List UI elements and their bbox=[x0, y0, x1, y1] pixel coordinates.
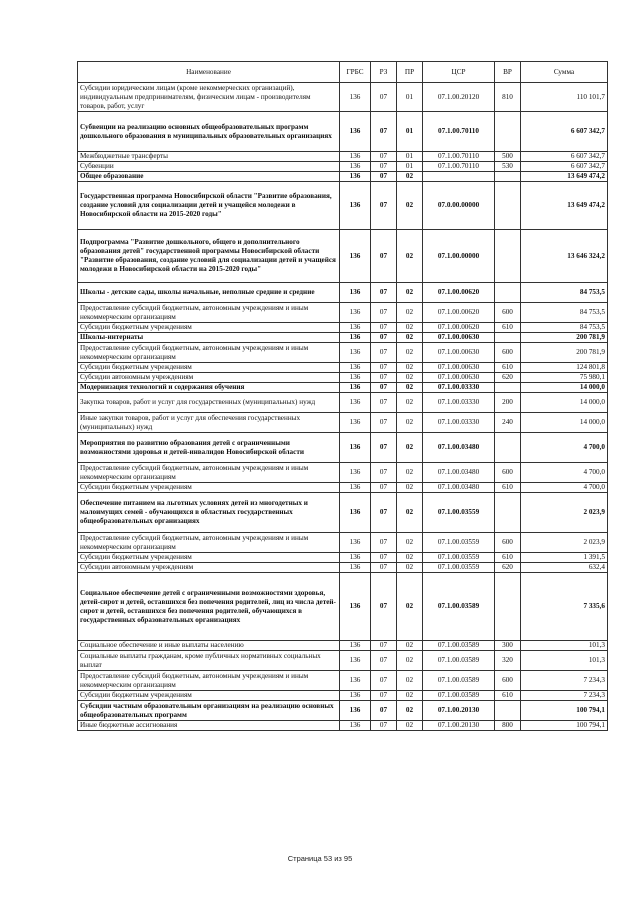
cell-sum: 124 801,8 bbox=[521, 363, 608, 373]
cell-rz: 07 bbox=[371, 493, 397, 533]
budget-table bbox=[77, 61, 608, 731]
cell-csr: 07.0.00.00000 bbox=[423, 182, 495, 230]
table-body bbox=[78, 83, 608, 731]
cell-pr: 01 bbox=[397, 112, 423, 152]
cell-grbs: 136 bbox=[340, 651, 371, 671]
cell-name: Социальные выплаты гражданам, кроме публичных нормативных социальных выплат bbox=[78, 651, 340, 671]
table-row bbox=[78, 303, 608, 323]
cell-grbs: 136 bbox=[340, 323, 371, 333]
cell-csr: 07.1.00.00630 bbox=[423, 333, 495, 343]
cell-csr: 07.1.00.00620 bbox=[423, 323, 495, 333]
cell-pr: 02 bbox=[397, 182, 423, 230]
table-row bbox=[78, 83, 608, 112]
header-rz: РЗ bbox=[371, 62, 397, 83]
cell-name: Субвенции на реализацию основных общеобразовательных программ дошкольного образования в муниципальных образовательных организациях bbox=[78, 112, 340, 152]
cell-csr: 07.1.00.03480 bbox=[423, 463, 495, 483]
cell-grbs: 136 bbox=[340, 641, 371, 651]
cell-rz: 07 bbox=[371, 563, 397, 573]
cell-grbs: 136 bbox=[340, 363, 371, 373]
cell-grbs: 136 bbox=[340, 671, 371, 691]
cell-sum: 110 101,7 bbox=[521, 83, 608, 112]
cell-rz: 07 bbox=[371, 373, 397, 383]
cell-pr: 02 bbox=[397, 230, 423, 283]
cell-name: Обеспечение питанием на льготных условиях детей из многодетных и малоимущих семей - обучающихся в областных государственных общеобразовательных организациях bbox=[78, 493, 340, 533]
cell-grbs: 136 bbox=[340, 182, 371, 230]
cell-name: Субвенции bbox=[78, 162, 340, 172]
cell-sum: 13 649 474,2 bbox=[521, 182, 608, 230]
cell-vr: 610 bbox=[495, 483, 521, 493]
cell-csr: 07.1.00.03589 bbox=[423, 671, 495, 691]
table-row bbox=[78, 533, 608, 553]
table-row bbox=[78, 283, 608, 303]
cell-grbs: 136 bbox=[340, 303, 371, 323]
cell-csr: 07.1.00.03589 bbox=[423, 651, 495, 671]
cell-pr: 02 bbox=[397, 172, 423, 182]
table-row bbox=[78, 373, 608, 383]
cell-grbs: 136 bbox=[340, 230, 371, 283]
cell-pr: 02 bbox=[397, 641, 423, 651]
cell-pr: 02 bbox=[397, 363, 423, 373]
cell-name: Субсидии частным образовательным организациям на реализацию основных общеобразовательных программ bbox=[78, 701, 340, 721]
cell-vr: 800 bbox=[495, 721, 521, 731]
cell-sum: 6 607 342,7 bbox=[521, 112, 608, 152]
cell-csr: 07.1.00.03559 bbox=[423, 563, 495, 573]
cell-csr: 07.1.00.70110 bbox=[423, 152, 495, 162]
cell-csr: 07.1.00.03559 bbox=[423, 553, 495, 563]
cell-name: Субсидии бюджетным учреждениям bbox=[78, 323, 340, 333]
cell-rz: 07 bbox=[371, 303, 397, 323]
cell-name: Субсидии бюджетным учреждениям bbox=[78, 363, 340, 373]
cell-vr bbox=[495, 433, 521, 463]
table-row bbox=[78, 691, 608, 701]
cell-csr: 07.1.00.70110 bbox=[423, 162, 495, 172]
cell-pr: 02 bbox=[397, 671, 423, 691]
cell-vr: 610 bbox=[495, 553, 521, 563]
table-row bbox=[78, 162, 608, 172]
cell-sum: 100 794,1 bbox=[521, 721, 608, 731]
table-row bbox=[78, 393, 608, 413]
header-pr: ПР bbox=[397, 62, 423, 83]
cell-pr: 02 bbox=[397, 721, 423, 731]
table-row bbox=[78, 483, 608, 493]
table-row bbox=[78, 152, 608, 162]
cell-name: Государственная программа Новосибирской области "Развитие образования, создание условий для социализации детей и учащейся молодежи в Новосибирской области на 2015-2020 годы" bbox=[78, 182, 340, 230]
cell-grbs: 136 bbox=[340, 463, 371, 483]
cell-grbs: 136 bbox=[340, 83, 371, 112]
cell-sum: 2 023,9 bbox=[521, 493, 608, 533]
cell-name: Подпрограмма "Развитие дошкольного, общего и дополнительного образования детей" государственной программы Новосибирской области "Развитие образования, создание условий для социализации детей и учащейся молодежи в Новосибирской области на 2015-2020 годы" bbox=[78, 230, 340, 283]
cell-csr: 07.1.00.03330 bbox=[423, 393, 495, 413]
cell-grbs: 136 bbox=[340, 152, 371, 162]
cell-grbs: 136 bbox=[340, 553, 371, 563]
cell-csr: 07.1.00.03330 bbox=[423, 413, 495, 433]
table-row bbox=[78, 641, 608, 651]
cell-csr: 07.1.00.03480 bbox=[423, 483, 495, 493]
cell-sum: 84 753,5 bbox=[521, 323, 608, 333]
table-row bbox=[78, 333, 608, 343]
cell-vr: 200 bbox=[495, 393, 521, 413]
cell-vr: 500 bbox=[495, 152, 521, 162]
cell-grbs: 136 bbox=[340, 691, 371, 701]
cell-grbs: 136 bbox=[340, 573, 371, 641]
cell-rz: 07 bbox=[371, 182, 397, 230]
cell-pr: 02 bbox=[397, 283, 423, 303]
cell-pr: 02 bbox=[397, 553, 423, 563]
cell-pr: 02 bbox=[397, 483, 423, 493]
cell-vr: 240 bbox=[495, 413, 521, 433]
cell-pr: 02 bbox=[397, 373, 423, 383]
cell-rz: 07 bbox=[371, 483, 397, 493]
cell-sum: 14 000,0 bbox=[521, 383, 608, 393]
cell-vr: 600 bbox=[495, 343, 521, 363]
cell-name: Предоставление субсидий бюджетным, автономным учреждениям и иным некоммерческим организациям bbox=[78, 533, 340, 553]
table-row bbox=[78, 112, 608, 152]
cell-name: Общее образование bbox=[78, 172, 340, 182]
cell-vr bbox=[495, 230, 521, 283]
cell-vr bbox=[495, 573, 521, 641]
cell-pr: 01 bbox=[397, 83, 423, 112]
cell-rz: 07 bbox=[371, 701, 397, 721]
page-number: Страница 53 из 95 bbox=[287, 854, 353, 863]
cell-csr: 07.1.00.20120 bbox=[423, 83, 495, 112]
cell-sum: 2 023,9 bbox=[521, 533, 608, 553]
table-row bbox=[78, 230, 608, 283]
cell-rz: 07 bbox=[371, 323, 397, 333]
cell-sum: 13 646 324,2 bbox=[521, 230, 608, 283]
cell-sum: 7 335,6 bbox=[521, 573, 608, 641]
cell-vr bbox=[495, 283, 521, 303]
cell-pr: 02 bbox=[397, 413, 423, 433]
table-row bbox=[78, 553, 608, 563]
cell-grbs: 136 bbox=[340, 433, 371, 463]
cell-vr: 810 bbox=[495, 83, 521, 112]
table-row bbox=[78, 651, 608, 671]
cell-csr: 07.1.00.70110 bbox=[423, 112, 495, 152]
cell-name: Субсидии автономным учреждениям bbox=[78, 563, 340, 573]
cell-rz: 07 bbox=[371, 333, 397, 343]
cell-name: Межбюджетные трансферты bbox=[78, 152, 340, 162]
cell-pr: 02 bbox=[397, 433, 423, 463]
table-row bbox=[78, 563, 608, 573]
cell-name: Закупка товаров, работ и услуг для государственных (муниципальных) нужд bbox=[78, 393, 340, 413]
cell-rz: 07 bbox=[371, 152, 397, 162]
cell-grbs: 136 bbox=[340, 721, 371, 731]
cell-vr: 610 bbox=[495, 363, 521, 373]
cell-grbs: 136 bbox=[340, 383, 371, 393]
cell-grbs: 136 bbox=[340, 333, 371, 343]
cell-sum: 4 700,0 bbox=[521, 433, 608, 463]
cell-name: Иные закупки товаров, работ и услуг для обеспечения государственных (муниципальных) нужд bbox=[78, 413, 340, 433]
cell-pr: 02 bbox=[397, 343, 423, 363]
cell-grbs: 136 bbox=[340, 343, 371, 363]
cell-rz: 07 bbox=[371, 533, 397, 553]
cell-grbs: 136 bbox=[340, 373, 371, 383]
cell-grbs: 136 bbox=[340, 112, 371, 152]
cell-pr: 02 bbox=[397, 493, 423, 533]
cell-name: Субсидии юридическим лицам (кроме некоммерческих организаций), индивидуальным предпринимателям, физическим лицам - производителям товаров, работ, услуг bbox=[78, 83, 340, 112]
cell-rz: 07 bbox=[371, 573, 397, 641]
cell-csr: 07.1.00.00630 bbox=[423, 363, 495, 373]
table-row bbox=[78, 172, 608, 182]
cell-name: Субсидии бюджетным учреждениям bbox=[78, 483, 340, 493]
cell-rz: 07 bbox=[371, 343, 397, 363]
cell-vr bbox=[495, 182, 521, 230]
header-name: Наименование bbox=[78, 62, 340, 83]
table-row bbox=[78, 573, 608, 641]
cell-sum: 100 794,1 bbox=[521, 701, 608, 721]
cell-name: Социальное обеспечение и иные выплаты населению bbox=[78, 641, 340, 651]
header-csr: ЦСР bbox=[423, 62, 495, 83]
cell-csr: 07.1.00.03559 bbox=[423, 533, 495, 553]
cell-csr: 07.1.00.20130 bbox=[423, 701, 495, 721]
cell-name: Модернизация технологий и содержания обучения bbox=[78, 383, 340, 393]
cell-pr: 01 bbox=[397, 162, 423, 172]
cell-pr: 02 bbox=[397, 463, 423, 483]
table-row bbox=[78, 323, 608, 333]
cell-csr: 07.1.00.03589 bbox=[423, 691, 495, 701]
cell-vr: 620 bbox=[495, 373, 521, 383]
cell-grbs: 136 bbox=[340, 162, 371, 172]
cell-pr: 02 bbox=[397, 303, 423, 323]
cell-rz: 07 bbox=[371, 112, 397, 152]
cell-csr: 07.1.00.03330 bbox=[423, 383, 495, 393]
cell-sum: 6 607 342,7 bbox=[521, 162, 608, 172]
cell-csr: 07.1.00.03480 bbox=[423, 433, 495, 463]
cell-vr: 300 bbox=[495, 641, 521, 651]
cell-pr: 02 bbox=[397, 691, 423, 701]
cell-vr bbox=[495, 172, 521, 182]
cell-sum: 101,3 bbox=[521, 651, 608, 671]
table-row bbox=[78, 363, 608, 373]
cell-sum: 84 753,5 bbox=[521, 283, 608, 303]
cell-pr: 02 bbox=[397, 393, 423, 413]
cell-csr: 07.1.00.03589 bbox=[423, 573, 495, 641]
header-vr: ВР bbox=[495, 62, 521, 83]
cell-rz: 07 bbox=[371, 721, 397, 731]
cell-rz: 07 bbox=[371, 553, 397, 563]
cell-grbs: 136 bbox=[340, 701, 371, 721]
table-row bbox=[78, 721, 608, 731]
cell-sum: 632,4 bbox=[521, 563, 608, 573]
cell-sum: 14 000,0 bbox=[521, 413, 608, 433]
cell-vr bbox=[495, 383, 521, 393]
cell-grbs: 136 bbox=[340, 172, 371, 182]
cell-vr: 600 bbox=[495, 671, 521, 691]
cell-sum: 200 781,9 bbox=[521, 333, 608, 343]
cell-rz: 07 bbox=[371, 162, 397, 172]
cell-pr: 02 bbox=[397, 563, 423, 573]
cell-name: Субсидии автономным учреждениям bbox=[78, 373, 340, 383]
cell-sum: 200 781,9 bbox=[521, 343, 608, 363]
cell-vr: 600 bbox=[495, 533, 521, 553]
cell-rz: 07 bbox=[371, 363, 397, 373]
cell-csr: 07.1.00.03559 bbox=[423, 493, 495, 533]
table-header-row bbox=[78, 62, 608, 83]
cell-rz: 07 bbox=[371, 172, 397, 182]
cell-name: Предоставление субсидий бюджетным, автономным учреждениям и иным некоммерческим организациям bbox=[78, 463, 340, 483]
cell-sum: 7 234,3 bbox=[521, 671, 608, 691]
cell-rz: 07 bbox=[371, 691, 397, 701]
cell-csr: 07.1.00.00000 bbox=[423, 230, 495, 283]
cell-pr: 01 bbox=[397, 152, 423, 162]
header-grbs: ГРБС bbox=[340, 62, 371, 83]
cell-rz: 07 bbox=[371, 83, 397, 112]
cell-pr: 02 bbox=[397, 651, 423, 671]
cell-name: Предоставление субсидий бюджетным, автономным учреждениям и иным некоммерческим организациям bbox=[78, 303, 340, 323]
cell-name: Социальное обеспечение детей с ограниченными возможностями здоровья, детей-сирот и детей, оставшихся без попечения родителей, лиц из числа детей-сирот и детей, оставшихся без попечения родителей, обучающихся в государственных образовательных организациях bbox=[78, 573, 340, 641]
cell-vr: 620 bbox=[495, 563, 521, 573]
cell-vr: 610 bbox=[495, 323, 521, 333]
cell-sum: 84 753,5 bbox=[521, 303, 608, 323]
cell-sum: 4 700,0 bbox=[521, 483, 608, 493]
cell-vr: 530 bbox=[495, 162, 521, 172]
cell-name: Субсидии бюджетным учреждениям bbox=[78, 553, 340, 563]
cell-name: Иные бюджетные ассигнования bbox=[78, 721, 340, 731]
cell-vr bbox=[495, 333, 521, 343]
cell-rz: 07 bbox=[371, 383, 397, 393]
table-row bbox=[78, 413, 608, 433]
cell-pr: 02 bbox=[397, 383, 423, 393]
cell-rz: 07 bbox=[371, 393, 397, 413]
cell-csr: 07.1.00.00620 bbox=[423, 283, 495, 303]
cell-pr: 02 bbox=[397, 323, 423, 333]
cell-pr: 02 bbox=[397, 333, 423, 343]
cell-vr: 610 bbox=[495, 691, 521, 701]
cell-name: Мероприятия по развитию образования детей с ограниченными возможностями здоровья и детей-инвалидов Новосибирской области bbox=[78, 433, 340, 463]
cell-csr bbox=[423, 172, 495, 182]
cell-rz: 07 bbox=[371, 463, 397, 483]
cell-grbs: 136 bbox=[340, 483, 371, 493]
cell-csr: 07.1.00.20130 bbox=[423, 721, 495, 731]
cell-grbs: 136 bbox=[340, 283, 371, 303]
table-row bbox=[78, 182, 608, 230]
cell-vr: 600 bbox=[495, 463, 521, 483]
table-row bbox=[78, 671, 608, 691]
cell-grbs: 136 bbox=[340, 393, 371, 413]
table-row bbox=[78, 493, 608, 533]
cell-name: Субсидии бюджетным учреждениям bbox=[78, 691, 340, 701]
cell-name: Школы-интернаты bbox=[78, 333, 340, 343]
cell-vr: 320 bbox=[495, 651, 521, 671]
cell-sum: 75 980,1 bbox=[521, 373, 608, 383]
cell-rz: 07 bbox=[371, 651, 397, 671]
cell-grbs: 136 bbox=[340, 563, 371, 573]
header-sum: Сумма bbox=[521, 62, 608, 83]
cell-csr: 07.1.00.00630 bbox=[423, 373, 495, 383]
table-row bbox=[78, 343, 608, 363]
cell-pr: 02 bbox=[397, 701, 423, 721]
cell-csr: 07.1.00.00620 bbox=[423, 303, 495, 323]
cell-csr: 07.1.00.00630 bbox=[423, 343, 495, 363]
table-row bbox=[78, 463, 608, 483]
cell-grbs: 136 bbox=[340, 493, 371, 533]
cell-csr: 07.1.00.03589 bbox=[423, 641, 495, 651]
cell-sum: 14 000,0 bbox=[521, 393, 608, 413]
cell-vr bbox=[495, 112, 521, 152]
cell-rz: 07 bbox=[371, 283, 397, 303]
table-row bbox=[78, 433, 608, 463]
cell-grbs: 136 bbox=[340, 533, 371, 553]
cell-rz: 07 bbox=[371, 413, 397, 433]
cell-grbs: 136 bbox=[340, 413, 371, 433]
cell-rz: 07 bbox=[371, 433, 397, 463]
cell-sum: 4 700,0 bbox=[521, 463, 608, 483]
table-row bbox=[78, 383, 608, 393]
cell-pr: 02 bbox=[397, 573, 423, 641]
cell-rz: 07 bbox=[371, 230, 397, 283]
cell-name: Школы - детские сады, школы начальные, неполные средние и средние bbox=[78, 283, 340, 303]
cell-sum: 13 649 474,2 bbox=[521, 172, 608, 182]
table-row bbox=[78, 701, 608, 721]
cell-vr: 600 bbox=[495, 303, 521, 323]
cell-sum: 6 607 342,7 bbox=[521, 152, 608, 162]
cell-sum: 7 234,3 bbox=[521, 691, 608, 701]
cell-rz: 07 bbox=[371, 641, 397, 651]
cell-name: Предоставление субсидий бюджетным, автономным учреждениям и иным некоммерческим организациям bbox=[78, 343, 340, 363]
cell-vr bbox=[495, 493, 521, 533]
cell-pr: 02 bbox=[397, 533, 423, 553]
cell-sum: 1 391,5 bbox=[521, 553, 608, 563]
cell-sum: 101,3 bbox=[521, 641, 608, 651]
cell-rz: 07 bbox=[371, 671, 397, 691]
cell-name: Предоставление субсидий бюджетным, автономным учреждениям и иным некоммерческим организациям bbox=[78, 671, 340, 691]
cell-vr bbox=[495, 701, 521, 721]
